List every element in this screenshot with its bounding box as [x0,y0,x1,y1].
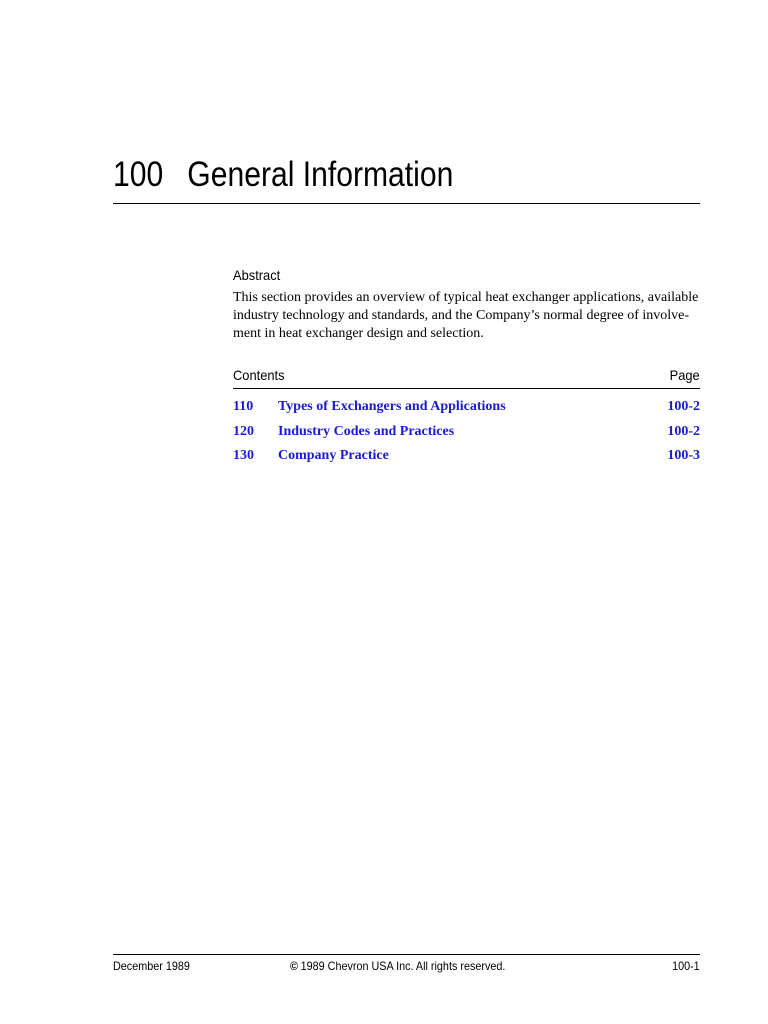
title-divider [113,203,700,204]
section-title [113,152,453,198]
toc-entry-130[interactable] [233,447,700,472]
contents-page-heading: Page [669,367,700,383]
toc-entry-link[interactable]: Types of Exchangers and Applications [278,399,506,414]
section-number: 100 [113,155,164,194]
table-of-contents [233,398,700,472]
toc-entry-120[interactable] [233,423,700,448]
page-footer [113,957,700,975]
copyright-icon: © [290,959,298,973]
abstract-heading: Abstract [233,267,281,283]
footer-copyright-text: 1989 Chevron USA Inc. All rights reserved. [300,959,506,973]
footer-copyright [290,957,505,975]
abstract-line: This section provides an overview of typical heat exchanger applications, available [233,290,699,305]
toc-entry-page[interactable]: 100-2 [667,423,700,439]
toc-entry-number[interactable]: 110 [233,399,254,414]
contents-divider [233,388,700,389]
toc-entry-link[interactable]: Industry Codes and Practices [278,423,455,439]
footer-page-number: 100-1 [672,959,700,973]
toc-entry-link[interactable]: Company Practice [278,448,389,463]
toc-entry-page[interactable]: 100-3 [667,448,700,463]
toc-entry-110[interactable] [233,398,700,423]
abstract-line: ment in heat exchanger design and selection. [233,326,484,341]
contents-header [233,366,700,385]
toc-entry-number[interactable]: 130 [233,448,254,463]
footer-divider [113,954,700,955]
contents-heading: Contents [233,367,285,383]
abstract-line: industry technology and standards, and the Company’s normal degree of involve- [233,308,690,323]
abstract-body [233,289,703,343]
toc-entry-number[interactable]: 120 [233,423,254,439]
footer-date: December 1989 [113,959,190,973]
section-title-text: General Information [187,155,454,194]
toc-entry-page[interactable]: 100-2 [667,399,700,414]
